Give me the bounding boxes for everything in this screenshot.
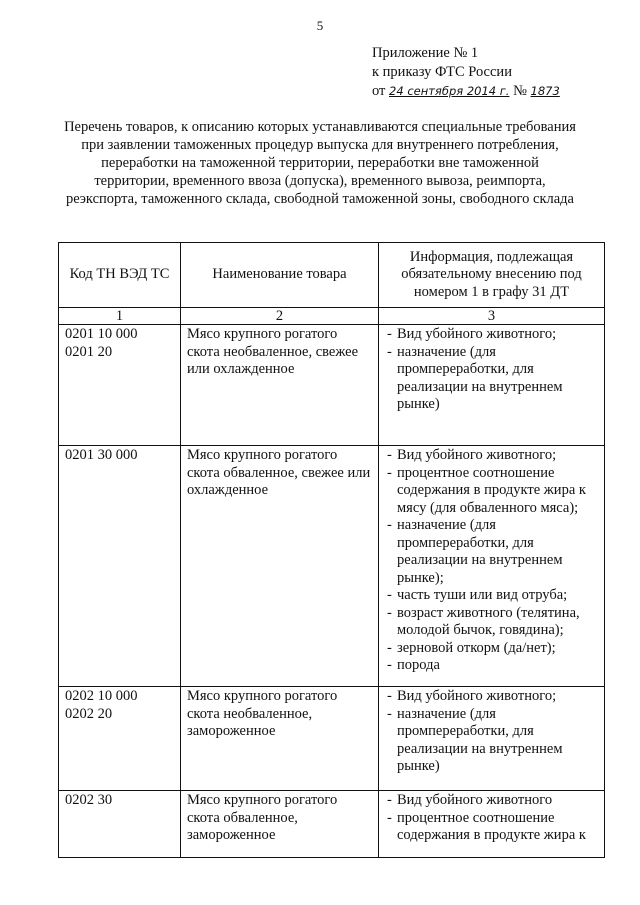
info-item: - порода	[385, 657, 600, 675]
info-item: - назначение (для промпереработки, для реализации на внутреннем рынке);	[385, 517, 600, 587]
date-prefix: от	[372, 83, 386, 99]
appendix-line-2: к приказу ФТС России	[372, 64, 512, 80]
info-item: - Вид убойного животного;	[385, 326, 600, 344]
handwritten-number: 1873	[530, 84, 560, 98]
info-item: - процентное соотношение содержания в продукте жира к мясу (для обваленного мяса);	[385, 465, 600, 518]
title-line: реэкспорта, таможенного склада, свободной таможенной зоны, свободного склада	[66, 191, 574, 207]
header-code: Код ТН ВЭД ТС	[59, 243, 181, 308]
info-item: - Вид убойного животного;	[385, 688, 600, 706]
hs-code: 0201 30 000	[65, 447, 138, 463]
hs-code: 0201 20	[65, 343, 113, 360]
page-number: 5	[316, 18, 324, 33]
title-line: переработки на таможенной территории, переработки вне таможенной	[101, 155, 539, 171]
code-cell	[59, 325, 181, 446]
header-name: Наименование товара	[181, 243, 379, 308]
title-line: при заявлении таможенных процедур выпуска для внутреннего потребления,	[81, 137, 559, 153]
code-cell	[59, 687, 181, 791]
table-row	[59, 325, 605, 446]
info-item: - процентное соотношение содержания в продукте жира к	[385, 810, 600, 845]
appendix-line-1: Приложение № 1	[372, 45, 479, 61]
info-item: - Вид убойного животного;	[385, 447, 600, 465]
title-line: Перечень товаров, к описанию которых устанавливаются специальные требования	[64, 119, 576, 135]
info-item: - часть туши или вид отруба;	[385, 587, 600, 605]
appendix-header	[372, 44, 560, 101]
goods-table	[58, 242, 605, 858]
name-cell: Мясо крупного рогатого скота обваленное, свежее или охлажденное	[181, 446, 379, 687]
hs-code: 0201 10 000	[65, 326, 138, 342]
info-item: - Вид убойного животного	[385, 792, 600, 810]
info-item: - возраст животного (телятина, молодой бычок, говядина);	[385, 605, 600, 640]
title-line: территории, временного ввоза (допуска), временного вывоза, реимпорта,	[94, 173, 546, 189]
info-cell	[379, 325, 605, 446]
info-cell	[379, 687, 605, 791]
name-cell: Мясо крупного рогатого скота обваленное, замороженное	[181, 791, 379, 858]
hs-code: 0202 10 000	[65, 688, 138, 704]
table-row	[59, 446, 605, 687]
table-row	[59, 687, 605, 791]
table-header-row	[59, 243, 605, 308]
table-row	[59, 791, 605, 858]
hs-code: 0202 30	[65, 792, 113, 808]
column-number: 1	[59, 308, 181, 325]
info-item: - назначение (для промпереработки, для реализации на внутреннем рынке)	[385, 706, 600, 776]
name-cell: Мясо крупного рогатого скота необваленное, замороженное	[181, 687, 379, 791]
info-item: - зерновой откорм (да/нет);	[385, 640, 600, 658]
column-number: 2	[181, 308, 379, 325]
appendix-line-3	[372, 82, 560, 101]
column-number: 3	[379, 308, 605, 325]
info-cell	[379, 791, 605, 858]
hs-code: 0202 20	[65, 705, 113, 722]
code-cell	[59, 791, 181, 858]
handwritten-date: 24 сентября 2014 г.	[389, 84, 510, 98]
number-prefix: №	[513, 83, 527, 99]
code-cell	[59, 446, 181, 687]
document-title	[50, 118, 590, 208]
name-cell: Мясо крупного рогатого скота необваленное, свежее или охлажденное	[181, 325, 379, 446]
header-info: Информация, подлежащая обязательному внесению под номером 1 в графу 31 ДТ	[379, 243, 605, 308]
info-item: - назначение (для промпереработки, для реализации на внутреннем рынке)	[385, 344, 600, 414]
column-number-row	[59, 308, 605, 325]
info-cell	[379, 446, 605, 687]
